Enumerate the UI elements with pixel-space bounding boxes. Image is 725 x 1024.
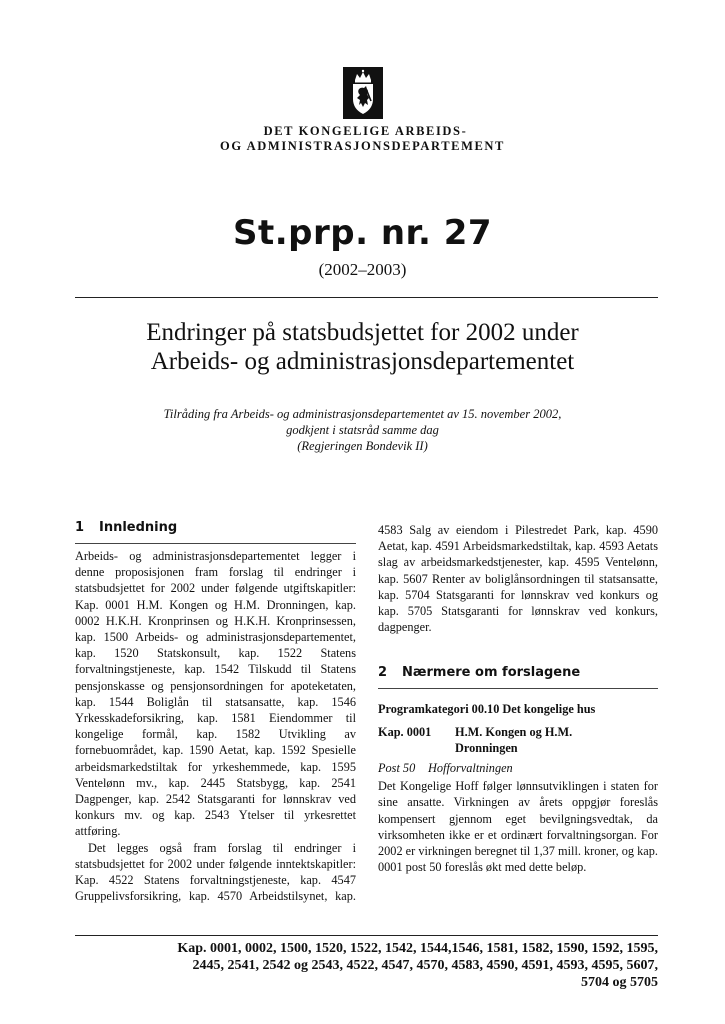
main-title-line1: Endringer på statsbudsjettet for 2002 under [146,319,579,346]
chapter-list-footer [75,940,658,991]
document-title: St.prp. nr. 27 [232,213,493,253]
section1-paragraph2-text: Det legges også fram forslag til endringer i statsbudsjettet for 2002 under følgende inntektskapitler: Kap. 4522 Statens forvaltningstjeneste, kap. 4547 Gruppelivsforsikring, kap. 4570 Arbeidstilsynet, kap. [75,840,356,904]
recommendation-line3: (Regjeringen Bondevik II) [297,439,428,453]
footer-line1: Kap. 0001, 0002, 1500, 1520, 1522, 1542, 1544,1546, 1581, 1582, 1590, 1592, 1595, [177,941,658,956]
footer-line3: 5704 og 5705 [581,975,658,990]
program-category: Programkategori 00.10 Det kongelige hus [378,702,596,717]
section2-paragraph: Det Kongelige Hoff følger lønnsutviklingen i staten for sine ansatte. Virkningen av årets oppgjør foreslås kompensert gjennom eget bevilgningsvedtak, da virksomheten ikke er et ordinært forvaltningsorgan. For 2002 er virkningen beregnet til 1,37 mill. kroner, og kap. 0001 post 50 foreslås økt med dette beløp. [378,779,658,875]
section2-number: 2 [378,665,388,681]
recommendation-line2: godkjent i statsråd samme dag [286,423,439,437]
chapter-title: H.M. Kongen og H.M. Dronningen [455,724,573,755]
section2-title: Nærmere om forslagene [402,665,581,681]
department-name-line2: OG ADMINISTRASJONSDEPARTEMENT [220,139,505,153]
post-heading [378,760,658,776]
chapter-number: Kap. 0001 [378,724,432,739]
recommendation-line1: Tilråding fra Arbeids- og administrasjonsdepartementet av 15. november 2002, [163,407,562,421]
section1-paragraph1: Arbeids- og administrasjonsdepartementet legger i denne proposisjonen fram forslag til endringer i statsbudsjettet for 2002 under følgende utgiftskapitler: Kap. 0001 H.M. Kongen og H.M. Dronningen, kap. 0002 H.K.H. Kronprinsen og H.K.H. Kronprinsessen, kap. 1500 Arbeids- og administrasjonsdepartementet, kap. 1520 Statskonsult, kap. 1522 Statens forvaltningstjeneste, kap. 1542 Tilskudd til Statens pensjonskasse og pensjonsordningen for apoteketaten, kap. 1544 Boliglån til statsansatte, kap. 1546 Yrkesskadeforsikring, kap. 1581 Eiendommer til kongelige formål, kap. 1582 Utvikling av fornebuområdet, kap. 1590 Aetat, kap. 1592 Spesielle arbeidsmarkedstiltak for yrkeshemmede, kap. 1595 Ventelønn mv., kap. 2445 Statsbygg, kap. 2541 Dagpenger, kap. 2542 Statsgaranti for lønnskrav ved konkurs mv. og kap. 2543 Ytelser til yrkesrettet attføring. [75,549,356,839]
section1-number: 1 [75,520,85,535]
main-title [0,318,725,376]
recommendation [0,406,725,454]
right-column [378,522,658,875]
section1-paragraph2-continued-text: 4583 Salg av eiendom i Pilestredet Park, kap. 4590 Aetat, kap. 4591 Arbeidsmarkedstiltak, kap. 4593 Aetats slag av arbeidsmarkedstjenester, kap. 4595 Ventelønn, kap. 5607 Renter av boliglånsordningen til statsansatte, kap. 5704 Statsgaranti for lønnskrav ved konkurs og kap. 5705 Statsgaranti for lønnskrav ved konkurs, dagpenger. [378,523,658,635]
left-column [75,520,356,904]
post-title: Hofforvaltningen [428,761,513,775]
bottom-divider [75,935,658,936]
coat-of-arms-icon [343,67,383,119]
section2-heading [378,665,658,689]
section1-title: Innledning [99,520,178,535]
section1-paragraph2 [75,840,356,905]
top-divider [75,297,658,298]
department-name-line1: DET KONGELIGE ARBEIDS- [263,124,468,138]
footer-line2: 2445, 2541, 2542 og 2543, 4522, 4547, 4570, 4583, 4590, 4591, 4593, 4595, 5607, [192,958,658,973]
session-years: (2002–2003) [318,260,407,279]
chapter-heading [378,724,658,756]
section1-paragraph2-continuation [378,522,658,635]
section1-heading [75,520,356,544]
post-number: Post 50 [378,761,416,775]
main-title-line2: Arbeids- og administrasjonsdepartementet [150,348,575,375]
